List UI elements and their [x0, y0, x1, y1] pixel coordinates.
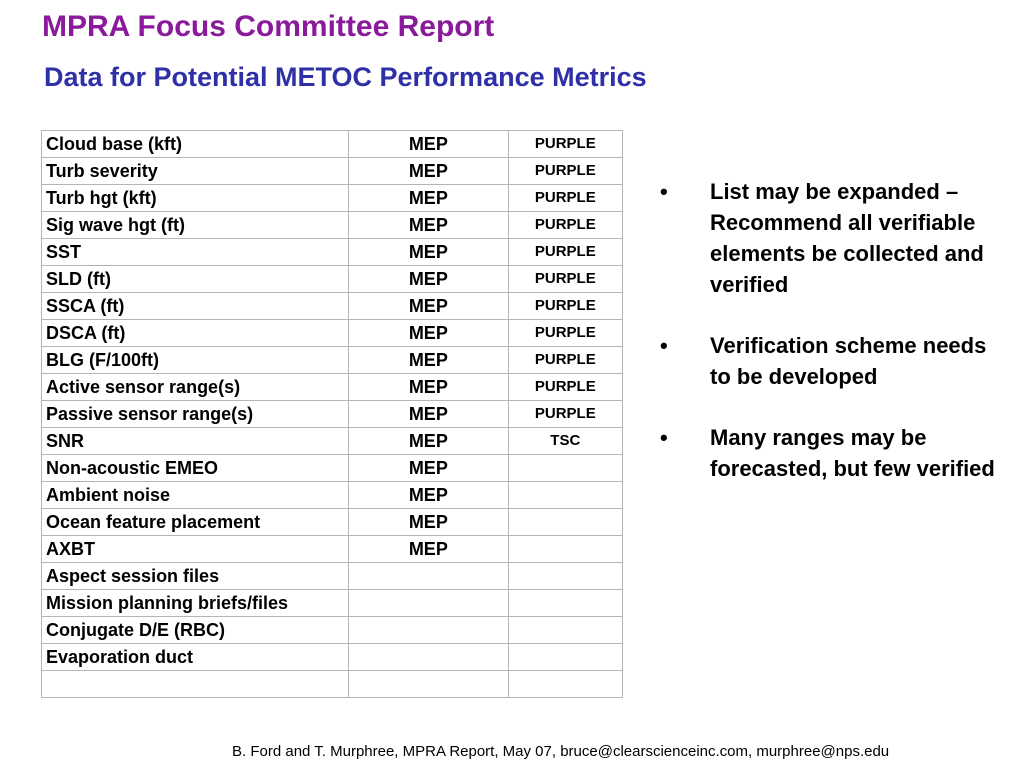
bullet-text: Verification scheme needs to be developed [710, 333, 987, 389]
metric-name-cell: Mission planning briefs/files [42, 590, 349, 617]
table-row [42, 482, 623, 509]
table-row [42, 644, 623, 671]
metric-name-cell: Ocean feature placement [42, 509, 349, 536]
metric-org-cell [508, 455, 622, 482]
metric-name-cell: Turb hgt (kft) [42, 185, 349, 212]
metric-name-cell: Turb severity [42, 158, 349, 185]
metric-name-cell: Aspect session files [42, 563, 349, 590]
metric-source-cell: MEP [349, 131, 509, 158]
metric-name-cell: SST [42, 239, 349, 266]
metric-name-cell: Ambient noise [42, 482, 349, 509]
metric-org-cell [508, 671, 622, 698]
metric-name-cell: Passive sensor range(s) [42, 401, 349, 428]
metric-source-cell: MEP [349, 428, 509, 455]
bullet-text: Many ranges may be forecasted, but few verified [710, 425, 995, 481]
slide-title: MPRA Focus Committee Report [42, 10, 495, 43]
metrics-table-body [42, 131, 623, 698]
table-row [42, 455, 623, 482]
table-row [42, 374, 623, 401]
metric-name-cell: SNR [42, 428, 349, 455]
metric-org-cell: PURPLE [508, 266, 622, 293]
table-row [42, 590, 623, 617]
table-row [42, 671, 623, 698]
bullet-dot-icon: • [660, 333, 668, 358]
bullet-text: List may be expanded – Recommend all verifiable elements be collected and verified [710, 179, 984, 297]
metric-org-cell [508, 509, 622, 536]
table-row [42, 239, 623, 266]
bullet-item [656, 422, 996, 484]
bullet-dot-icon: • [660, 425, 668, 450]
metric-source-cell: MEP [349, 266, 509, 293]
metric-name-cell: Active sensor range(s) [42, 374, 349, 401]
metric-org-cell [508, 590, 622, 617]
bullet-item [656, 330, 996, 392]
metric-org-cell: PURPLE [508, 158, 622, 185]
metric-name-cell: DSCA (ft) [42, 320, 349, 347]
metric-org-cell: TSC [508, 428, 622, 455]
bullet-dot-icon: • [660, 179, 668, 204]
metric-org-cell: PURPLE [508, 293, 622, 320]
metric-org-cell: PURPLE [508, 320, 622, 347]
table-row [42, 185, 623, 212]
metric-source-cell [349, 671, 509, 698]
metric-source-cell: MEP [349, 455, 509, 482]
metric-org-cell: PURPLE [508, 212, 622, 239]
table-row [42, 266, 623, 293]
table-row [42, 617, 623, 644]
metric-source-cell: MEP [349, 509, 509, 536]
bullet-item [656, 176, 996, 300]
metric-org-cell [508, 563, 622, 590]
metric-name-cell: Conjugate D/E (RBC) [42, 617, 349, 644]
metric-name-cell: AXBT [42, 536, 349, 563]
metric-org-cell [508, 617, 622, 644]
metric-source-cell: MEP [349, 401, 509, 428]
metric-name-cell: Non-acoustic EMEO [42, 455, 349, 482]
table-row [42, 401, 623, 428]
metric-name-cell: SLD (ft) [42, 266, 349, 293]
metric-org-cell: PURPLE [508, 239, 622, 266]
table-row [42, 131, 623, 158]
metric-source-cell: MEP [349, 212, 509, 239]
metric-source-cell [349, 644, 509, 671]
table-row [42, 509, 623, 536]
table-row [42, 293, 623, 320]
metric-source-cell: MEP [349, 374, 509, 401]
metric-source-cell [349, 617, 509, 644]
metric-name-cell: BLG (F/100ft) [42, 347, 349, 374]
metric-org-cell [508, 644, 622, 671]
table-row [42, 428, 623, 455]
metric-org-cell: PURPLE [508, 374, 622, 401]
slide-subtitle: Data for Potential METOC Performance Metrics [44, 62, 647, 92]
metric-source-cell: MEP [349, 293, 509, 320]
notes-bullet-list [656, 176, 996, 514]
metric-source-cell: MEP [349, 320, 509, 347]
metric-org-cell: PURPLE [508, 401, 622, 428]
metric-source-cell: MEP [349, 482, 509, 509]
metric-org-cell: PURPLE [508, 185, 622, 212]
metric-name-cell [42, 671, 349, 698]
metric-name-cell: SSCA (ft) [42, 293, 349, 320]
metric-source-cell: MEP [349, 185, 509, 212]
table-row [42, 563, 623, 590]
table-row [42, 212, 623, 239]
metric-name-cell: Evaporation duct [42, 644, 349, 671]
table-row [42, 347, 623, 374]
metric-org-cell: PURPLE [508, 131, 622, 158]
metric-source-cell [349, 563, 509, 590]
metric-source-cell [349, 590, 509, 617]
metric-org-cell: PURPLE [508, 347, 622, 374]
metric-org-cell [508, 536, 622, 563]
footer-citation: B. Ford and T. Murphree, MPRA Report, May 07, bruce@clearscienceinc.com, murphree@nps.edu [232, 743, 890, 760]
metric-name-cell: Sig wave hgt (ft) [42, 212, 349, 239]
table-row [42, 158, 623, 185]
metrics-table [41, 130, 623, 698]
table-row [42, 536, 623, 563]
metric-name-cell: Cloud base (kft) [42, 131, 349, 158]
metric-source-cell: MEP [349, 239, 509, 266]
metric-source-cell: MEP [349, 347, 509, 374]
metric-source-cell: MEP [349, 158, 509, 185]
metric-org-cell [508, 482, 622, 509]
metric-source-cell: MEP [349, 536, 509, 563]
table-row [42, 320, 623, 347]
